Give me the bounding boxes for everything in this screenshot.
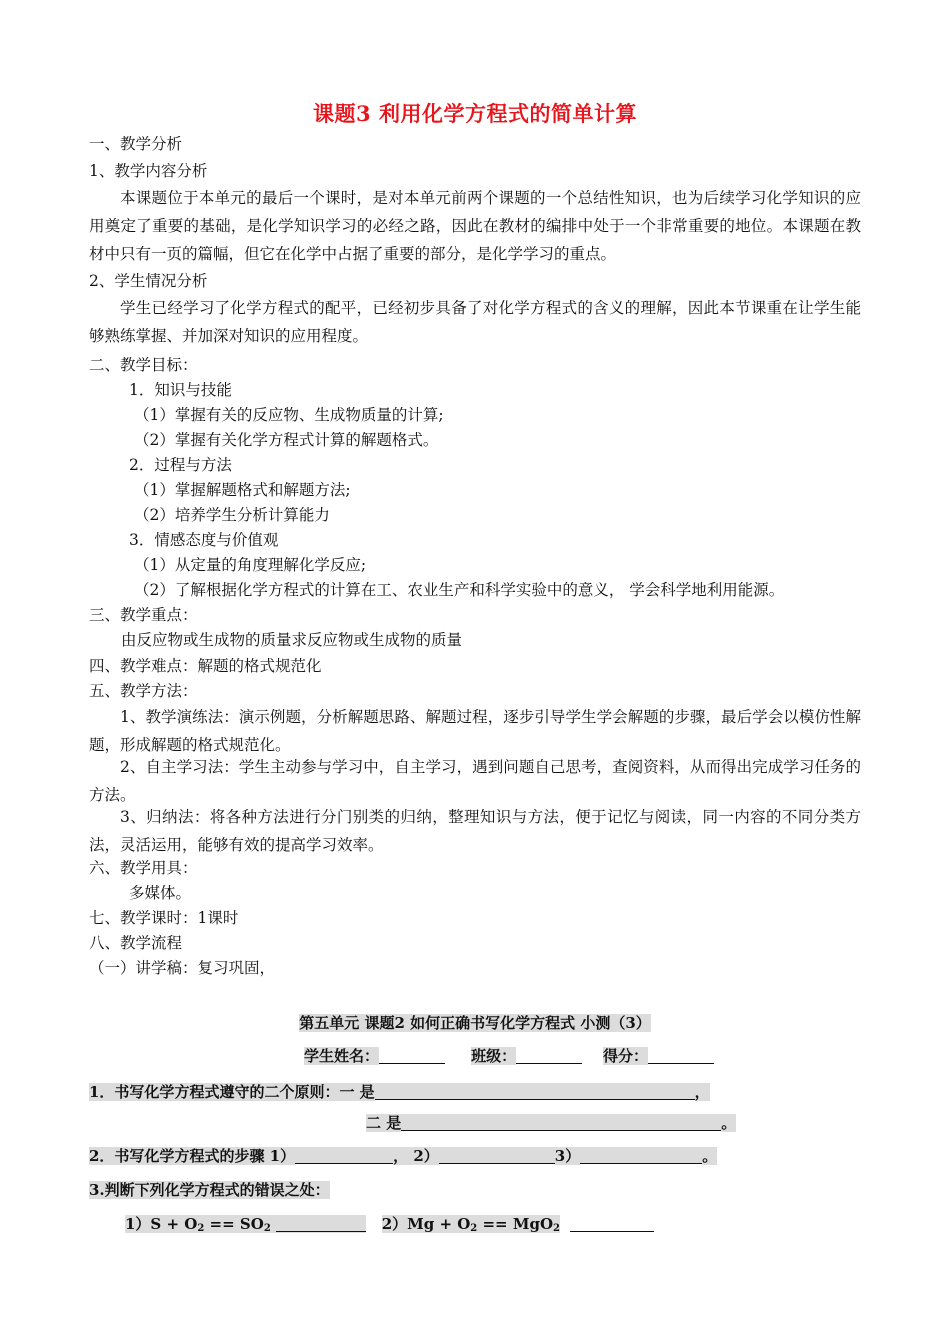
method-drill: 1、教学演练法：演示例题，分析解题思路、解题过程，逐步引导学生学会解题的步骤，最后学会以模仿性解题，形成解题的格式规范化。 [89,708,861,754]
question-3-prompt: 3.判断下列化学方程式的错误之处： [89,1181,330,1199]
paragraph-content-analysis: 本课题位于本单元的最后一个课时，是对本单元前两个课题的一个总结性知识，也为后续学习化学知识的应用奠定了重要的基础，是化学知识学习的必经之路，因此在教材的编排中处于一个非常重要的地位。本课题在教材中只有一页的篇幅，但它在化学中占据了重要的部分，是化学学习的重点。 [89,189,861,263]
page-title: 课题3 利用化学方程式的简单计算 [313,101,637,126]
equation-1-right: == SO [204,1215,264,1233]
class-label: 班级： [471,1047,517,1065]
question-2-prompt: 2．书写化学方程式的步骤 1） [89,1147,296,1165]
key-point-text: 由反应物或生成物的质量求反应物或生成物的质量 [121,631,463,649]
student-name-blank[interactable] [379,1047,445,1064]
equation-2-blank[interactable] [570,1215,654,1232]
flow-step-1: （一）讲学稿：复习巩固， [89,959,276,977]
equation-2-subscript-1: 2 [470,1223,478,1234]
quiz-question-1b [366,1113,736,1133]
section-heading-analysis: 一、教学分析 [89,135,183,153]
quiz-question-1a [89,1082,710,1102]
goal-attitude-2: （2）了解根据化学方程式的计算在工、农业生产和科学实验中的意义， 学会科学地利用能源。 [134,581,785,599]
section-heading-periods: 七、教学课时：1课时 [89,909,239,927]
question-1-blank-1[interactable] [375,1083,695,1100]
quiz-question-2 [89,1146,717,1166]
section-heading-tools: 六、教学用具： [89,859,198,877]
question-1-blank-2[interactable] [401,1114,721,1131]
subheading-content-analysis: 1、教学内容分析 [89,162,208,180]
paragraph-student-analysis: 学生已经学习了化学方程式的配平，已经初步具备了对化学方程式的含义的理解，因此本节课重在让学生能够熟练掌握、并加深对知识的应用程度。 [89,299,861,345]
quiz-student-info [304,1046,714,1066]
score-blank[interactable] [648,1047,714,1064]
question-2-blank-1[interactable] [295,1147,393,1164]
question-2-step-3-label: 3） [554,1147,581,1165]
equation-1-subscript-2: 2 [263,1223,271,1234]
section-heading-goals: 二、教学目标： [89,356,198,374]
equation-1 [125,1215,366,1233]
goal-attitude: 3．情感态度与价值观 [129,531,279,549]
equation-2-subscript-2: 2 [553,1223,560,1234]
equation-1-blank[interactable] [276,1215,366,1232]
student-name-label: 学生姓名： [304,1047,380,1065]
method-induction: 3、归纳法：将各种方法进行分门别类的归纳，整理知识与方法，便于记忆与阅读，同一内容的不同分类方法，灵活运用，能够有效的提高学习效率。 [89,808,861,854]
subheading-student-analysis: 2、学生情况分析 [89,272,208,290]
class-blank[interactable] [516,1047,582,1064]
tools-text: 多媒体。 [129,884,192,902]
equation-1-left: 1）S + O [125,1215,198,1233]
section-heading-flow: 八、教学流程 [89,934,183,952]
quiz-question-3 [89,1180,330,1200]
goal-process-1: （1）掌握解题格式和解题方法; [134,481,351,499]
quiz-title-text: 第五单元 课题2 如何正确书写化学方程式 小测（3） [299,1014,651,1032]
goal-knowledge-1: （1）掌握有关的反应物、生成物质量的计算; [134,406,444,424]
goal-process: 2．过程与方法 [129,456,232,474]
goal-knowledge-2: （2）掌握有关化学方程式计算的解题格式。 [134,431,439,449]
section-heading-methods: 五、教学方法： [89,682,198,700]
goal-attitude-1: （1）从定量的角度理解化学反应; [134,556,367,574]
equation-2-right: == MgO [477,1215,554,1233]
score-label: 得分： [603,1047,649,1065]
equation-2-left: 2）Mg + O [381,1215,471,1233]
question-1-comma: ， [694,1083,710,1101]
question-2-blank-2[interactable] [439,1147,555,1164]
question-1-period: 。 [721,1114,737,1132]
question-1-second-label: 二 是 [366,1114,402,1132]
question-1-prompt: 1．书写化学方程式遵守的二个原则：一 是 [89,1083,375,1101]
question-2-period: 。 [702,1147,718,1165]
goal-process-2: （2）培养学生分析计算能力 [134,506,330,524]
equation-2 [382,1215,560,1233]
quiz-equations [125,1214,654,1239]
equation-1-subscript-1: 2 [197,1223,205,1234]
method-self-study: 2、自主学习法：学生主动参与学习中，自主学习，遇到问题自己思考，查阅资料，从而得出完成学习任务的方法。 [89,758,861,804]
quiz-title [0,1013,950,1033]
question-2-blank-3[interactable] [580,1147,702,1164]
section-heading-difficulty: 四、教学难点：解题的格式规范化 [89,657,322,675]
question-2-step-2-label: ， 2） [393,1147,439,1165]
goal-knowledge: 1．知识与技能 [129,381,232,399]
section-heading-key-point: 三、教学重点： [89,606,198,624]
